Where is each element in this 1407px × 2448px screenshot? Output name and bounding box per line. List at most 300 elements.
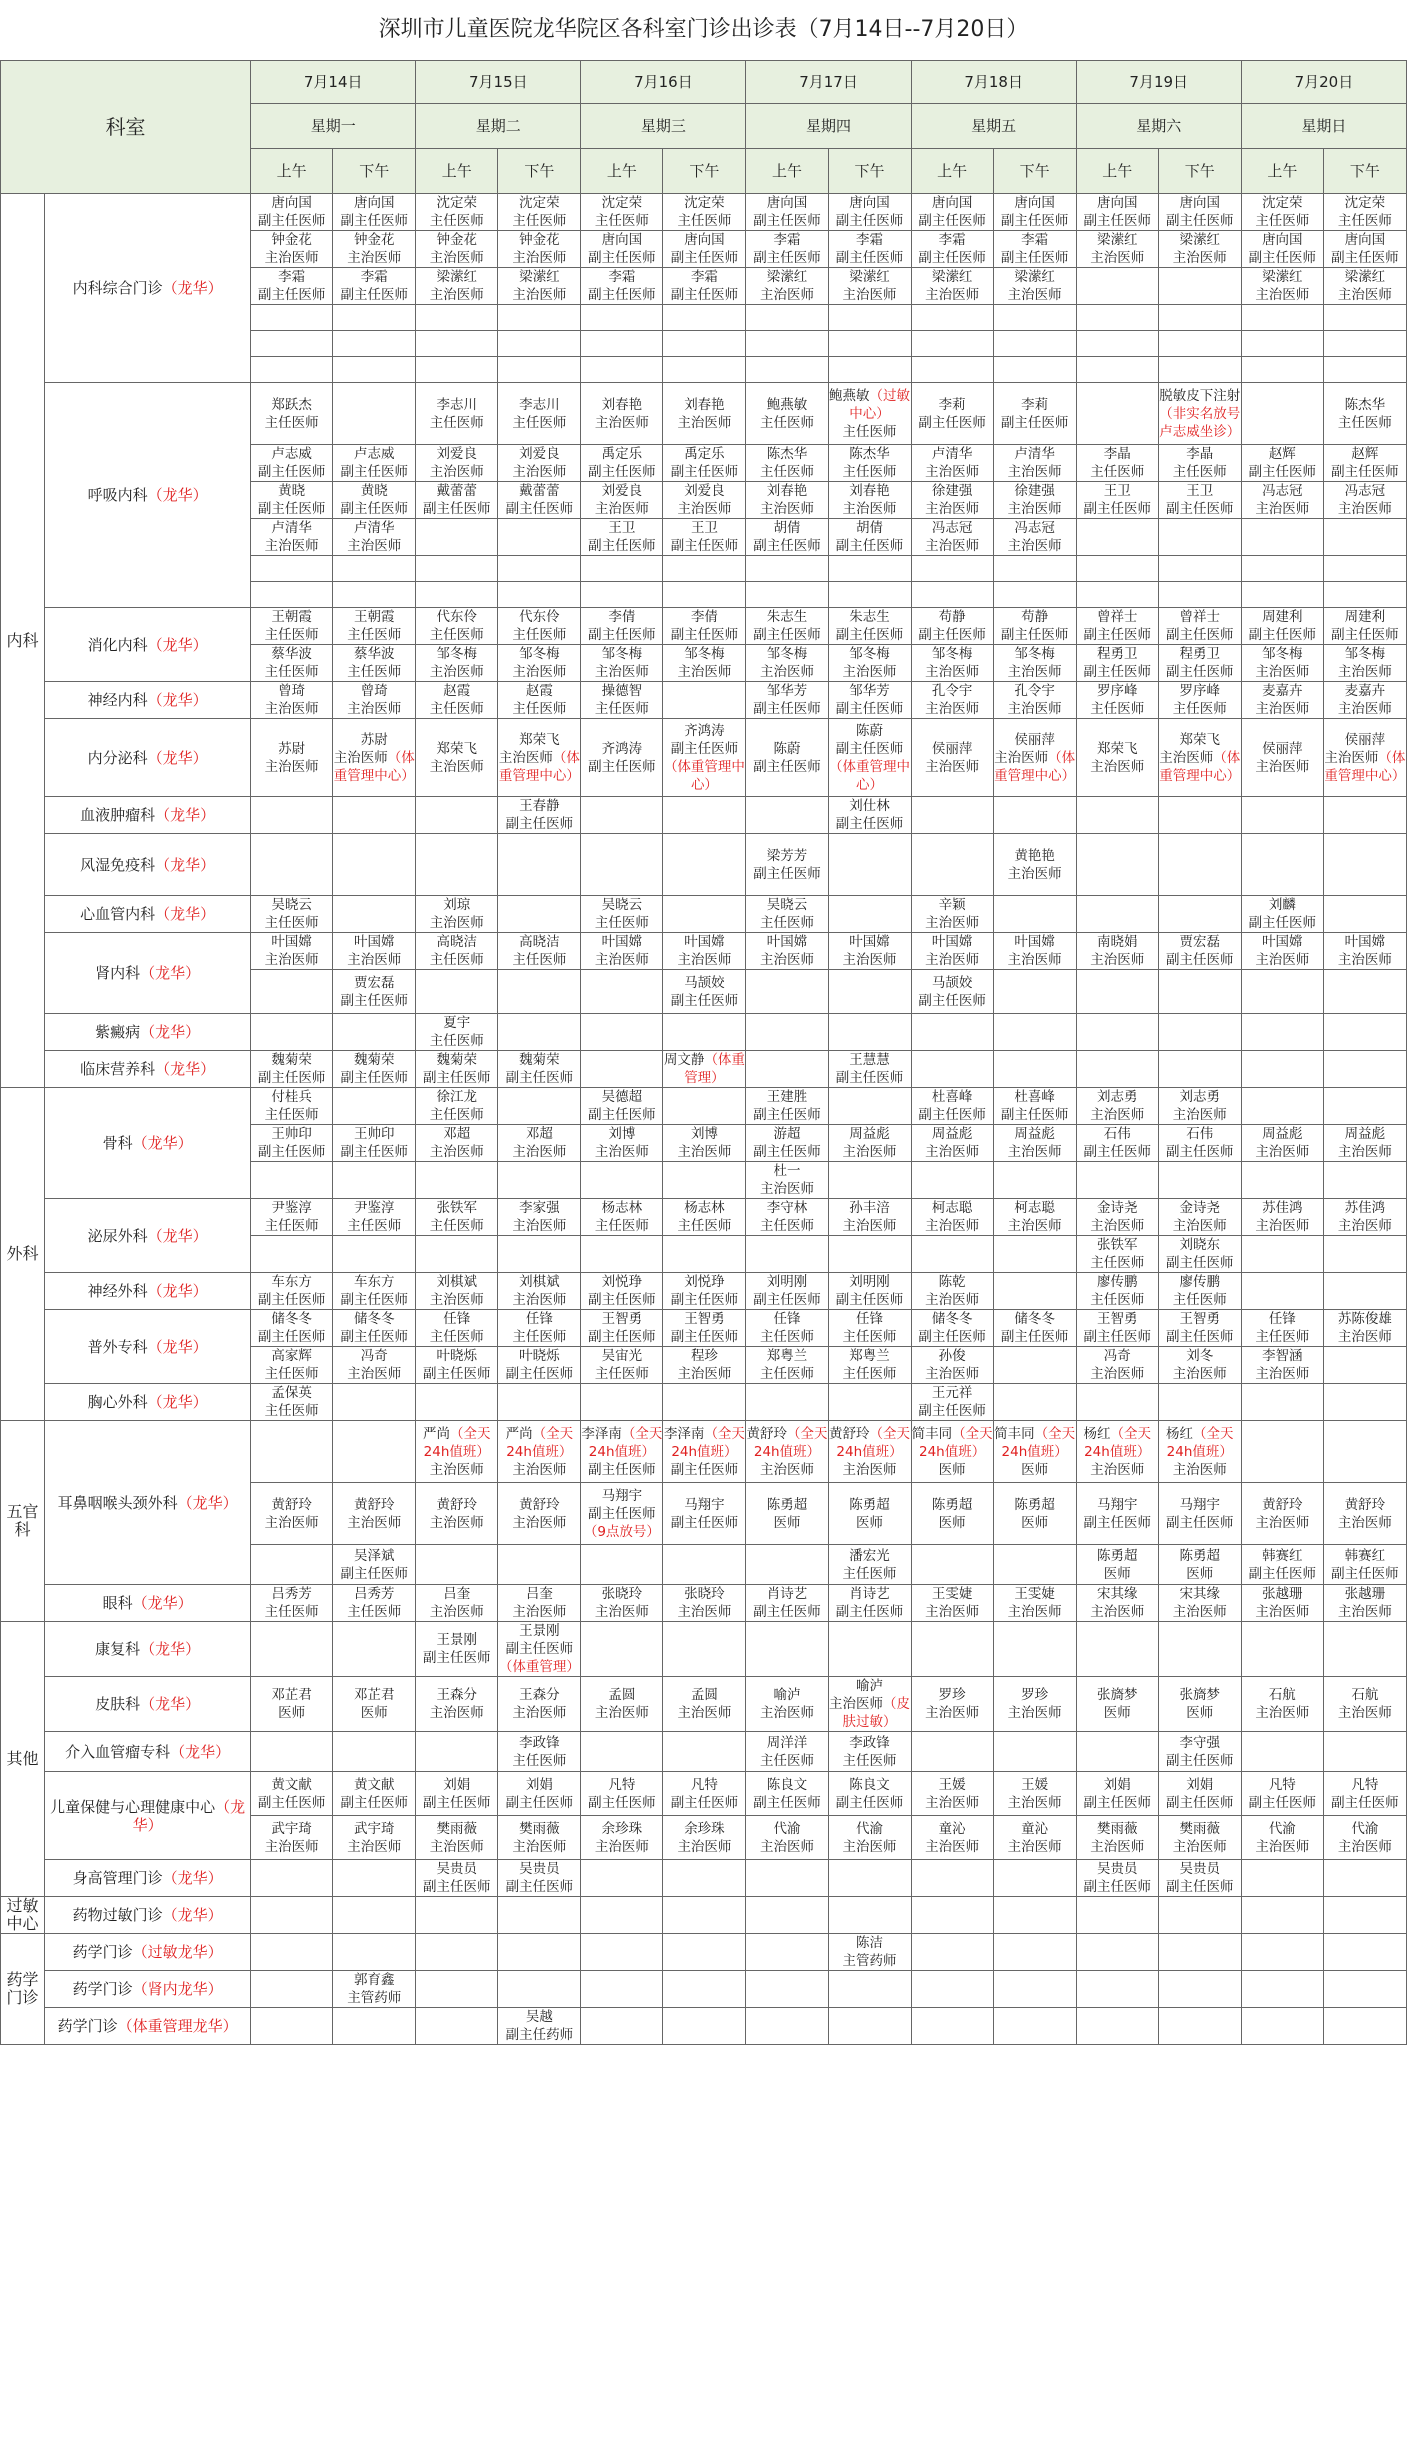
doctor-title: 主治医师 — [1337, 1838, 1392, 1855]
doctor-title: 主任医师 — [594, 701, 649, 717]
doctor-name: 吴贵员 — [1096, 1861, 1138, 1877]
doctor-slot — [251, 1199, 333, 1236]
campus-tag: （龙华） — [147, 1226, 208, 1245]
empty-slot — [333, 383, 416, 445]
doctor-title: 主治医师 — [1172, 1107, 1227, 1123]
doctor-title: 副主任医师 — [670, 1292, 739, 1308]
doctor-slot — [1323, 1125, 1406, 1162]
doctor-title: 副主任医师 — [1248, 1565, 1317, 1582]
doctor-title: 主治医师 — [429, 464, 484, 480]
empty-slot — [911, 1014, 993, 1051]
doctor-slot — [333, 1545, 416, 1585]
doctor-name: 陈杰华 — [849, 446, 890, 462]
doctor-title: 主任医师 — [677, 213, 732, 229]
doctor-title: 主治医师 — [512, 1514, 567, 1531]
doctor-name: 周益彪 — [1014, 1126, 1055, 1142]
department-name-cell — [45, 1273, 251, 1310]
doctor-name: 喻泸 — [856, 1678, 884, 1694]
doctor-title: 副主任医师 — [257, 1794, 326, 1811]
doctor-slot — [746, 682, 828, 719]
doctor-name: 王智勇 — [1179, 1311, 1221, 1327]
doctor-title: 副主任医师 — [257, 1144, 326, 1160]
doctor-name: 马翔宇 — [601, 1487, 643, 1504]
doctor-slot — [581, 1273, 663, 1310]
empty-slot — [1158, 357, 1241, 383]
department-name-cell — [45, 682, 251, 719]
doctor-title: 主治医师 — [1255, 664, 1310, 680]
empty-slot — [828, 1236, 911, 1273]
empty-slot — [663, 1545, 746, 1585]
doctor-title: 主治医师 — [1172, 1838, 1227, 1855]
doctor-name: 邹冬梅 — [766, 646, 808, 662]
doctor-name: 陈乾 — [938, 1274, 966, 1290]
empty-slot — [416, 1545, 498, 1585]
doctor-slot — [1323, 194, 1406, 231]
doctor-title: 主治医师 — [264, 1838, 319, 1855]
empty-slot — [663, 834, 746, 896]
doctor-slot — [1241, 1310, 1323, 1347]
doctor-slot — [1076, 1772, 1158, 1816]
doctor-slot — [581, 383, 663, 445]
campus-tag: （体重管理龙华） — [117, 2017, 238, 2035]
doctor-title: 副主任医师 — [588, 464, 656, 480]
empty-slot — [1323, 1860, 1406, 1897]
doctor-title: 副主任医师 — [670, 627, 739, 643]
doctor-slot — [333, 1347, 416, 1384]
doctor-slot — [663, 445, 746, 482]
doctor-slot — [333, 519, 416, 556]
category-label: 五官 科 — [6, 1502, 39, 1539]
doctor-title: 主治医师 — [1337, 701, 1392, 717]
schedule-row — [1, 1310, 1407, 1347]
empty-slot — [1158, 1971, 1241, 2008]
doctor-slot — [663, 1483, 746, 1545]
empty-slot — [828, 1622, 911, 1677]
doctor-title: 主任医师 — [429, 1107, 484, 1123]
doctor-name: 刘春艳 — [684, 396, 725, 413]
empty-slot — [333, 797, 416, 834]
empty-slot — [911, 2008, 993, 2045]
doctor-slot — [1076, 1088, 1158, 1125]
doctor-slot — [416, 1347, 498, 1384]
doctor-title: 主任医师 — [429, 1033, 484, 1049]
doctor-title: 副主任医师 — [918, 1107, 986, 1123]
empty-slot — [581, 582, 663, 608]
empty-slot — [1241, 1384, 1323, 1421]
doctor-slot — [911, 1199, 993, 1236]
doctor-title: 主治医师 — [1255, 1218, 1310, 1234]
doctor-title: 副主任医师 — [1000, 1329, 1069, 1345]
empty-slot — [1241, 1236, 1323, 1273]
empty-slot — [911, 1622, 993, 1677]
doctor-title: 主治医师（体重管理中心） — [333, 749, 415, 784]
doctor-title: 主治医师 — [1255, 1838, 1310, 1855]
doctor-title: 主治医师 — [925, 1218, 980, 1234]
doctor-name: 杜喜峰 — [1014, 1089, 1055, 1105]
doctor-slot — [993, 1421, 1076, 1483]
empty-slot — [1241, 970, 1323, 1014]
doctor-slot — [993, 1199, 1076, 1236]
empty-slot — [828, 1897, 911, 1934]
doctor-slot — [416, 1014, 498, 1051]
doctor-title: 主治医师（体重管理中心） — [1324, 749, 1406, 784]
doctor-name: 赵霞 — [443, 683, 471, 699]
doctor-slot — [333, 1677, 416, 1732]
doctor-title: 主任医师 — [264, 414, 319, 431]
empty-slot — [1323, 357, 1406, 383]
doctor-slot — [1323, 1585, 1406, 1622]
doctor-name: 石航 — [1351, 1687, 1379, 1703]
empty-slot — [993, 896, 1076, 933]
doctor-slot — [1076, 608, 1158, 645]
department-name-cell — [45, 383, 251, 608]
doctor-title: 主治医师 — [1255, 1604, 1310, 1620]
department-name-cell — [45, 194, 251, 383]
department-name-cell — [45, 1051, 251, 1088]
doctor-title: 副主任医师 — [835, 1070, 904, 1086]
doctor-title: 主治医师 — [677, 1144, 732, 1160]
doctor-slot — [1241, 896, 1323, 933]
doctor-slot — [333, 268, 416, 305]
doctor-name: 郑荣飞 — [519, 731, 560, 748]
doctor-title: 主治医师 — [264, 701, 319, 717]
doctor-title: 主治医师 — [594, 1705, 649, 1721]
doctor-title: 主任医师 — [842, 1565, 897, 1582]
doctor-slot — [663, 970, 746, 1014]
department-name: 康复科 — [95, 1640, 141, 1658]
doctor-name: 陈杰华 — [766, 446, 808, 462]
doctor-name: 王卫 — [608, 520, 636, 536]
doctor-name: 邹冬梅 — [1014, 646, 1055, 662]
doctor-name: 李泽南（全天24h值班） — [663, 1425, 745, 1460]
doctor-slot — [746, 1088, 828, 1125]
department-name-cell — [45, 608, 251, 682]
doctor-name: 刘爱良 — [436, 446, 478, 462]
doctor-slot — [1158, 1732, 1241, 1772]
doctor-title: 副主任医师 — [835, 701, 904, 717]
doctor-title: 副主任医师 — [1166, 501, 1234, 517]
doctor-title: 副主任医师 — [505, 1070, 574, 1086]
doctor-title: 主治医师 — [925, 464, 980, 480]
doctor-name: 杨红（全天24h值班） — [1083, 1425, 1151, 1460]
empty-slot — [1076, 1732, 1158, 1772]
doctor-title: 主治医师 — [1337, 1604, 1392, 1620]
doctor-title: 主任医师 — [512, 627, 567, 643]
empty-slot — [416, 1384, 498, 1421]
doctor-name: 赵辉 — [1351, 446, 1379, 462]
doctor-slot — [581, 1199, 663, 1236]
empty-slot — [581, 1051, 663, 1088]
doctor-title: 主任医师 — [594, 213, 649, 229]
doctor-name: 郑跃杰 — [271, 396, 312, 413]
doctor-name: 冯志冠 — [1014, 520, 1055, 536]
doctor-title: 副主任医师 — [257, 1070, 326, 1086]
doctor-slot — [1323, 645, 1406, 682]
empty-slot — [993, 357, 1076, 383]
doctor-title: 主治医师 — [429, 1838, 484, 1855]
schedule-row — [1, 1384, 1407, 1421]
doctor-slot — [581, 1585, 663, 1622]
empty-slot — [251, 834, 333, 896]
doctor-name: 任锋 — [1268, 1311, 1296, 1327]
doctor-slot — [993, 231, 1076, 268]
doctor-name: 黄舒玲（全天24h值班） — [829, 1425, 911, 1460]
empty-slot — [911, 1897, 993, 1934]
doctor-title: 副主任医师 — [588, 287, 656, 303]
doctor-title: 主治医师 — [1007, 952, 1062, 968]
doctor-title: 副主任医师 — [1083, 1879, 1151, 1895]
empty-slot — [828, 582, 911, 608]
doctor-title: 副主任医师 — [670, 250, 739, 266]
doctor-slot — [663, 1816, 746, 1860]
empty-slot — [993, 1860, 1076, 1897]
doctor-name: 徐建强 — [1014, 483, 1055, 499]
doctor-title: 主治医师 — [1337, 1514, 1392, 1531]
empty-slot — [416, 331, 498, 357]
doctor-slot — [993, 194, 1076, 231]
doctor-title: 主治医师 — [429, 915, 484, 931]
doctor-title: 副主任医师 — [753, 213, 821, 229]
doctor-title: 副主任医师 — [1166, 1879, 1234, 1895]
department-name-cell — [45, 1732, 251, 1772]
doctor-slot — [1076, 1816, 1158, 1860]
empty-slot — [1323, 2008, 1406, 2045]
empty-slot — [828, 556, 911, 582]
doctor-title: 主治医师 — [1007, 701, 1062, 717]
department-name: 药学门诊 — [72, 1980, 133, 1998]
doctor-slot — [746, 482, 828, 519]
doctor-title: 主治医师 — [594, 414, 649, 431]
doctor-title: 主治医师 — [429, 1292, 484, 1308]
doctor-slot — [416, 933, 498, 970]
empty-slot — [416, 519, 498, 556]
empty-slot — [746, 1860, 828, 1897]
doctor-title: 主任医师 — [264, 1403, 319, 1419]
empty-slot — [416, 305, 498, 331]
schedule-row — [1, 719, 1407, 797]
doctor-name: 叶国嫦 — [766, 934, 808, 950]
doctor-slot — [993, 445, 1076, 482]
doctor-name: 储冬冬 — [931, 1311, 973, 1327]
doctor-title: 副主任医师 — [340, 992, 408, 1009]
doctor-name: 程勇卫 — [1096, 646, 1138, 662]
doctor-name: 车东方 — [353, 1274, 395, 1290]
doctor-slot — [993, 1125, 1076, 1162]
doctor-name: 黄晓 — [278, 483, 306, 499]
doctor-name: 王慧慧 — [849, 1052, 890, 1068]
schedule-row — [1, 896, 1407, 933]
doctor-slot — [911, 1772, 993, 1816]
doctor-title: 主治医师（体重管理中心） — [994, 749, 1076, 784]
doctor-name: 任锋 — [443, 1311, 471, 1327]
empty-slot — [1241, 1622, 1323, 1677]
doctor-slot — [993, 719, 1076, 797]
empty-slot — [993, 2008, 1076, 2045]
empty-slot — [498, 1088, 581, 1125]
doctor-name: 苏尉 — [278, 740, 306, 757]
doctor-name: 黄舒玲 — [1344, 1496, 1386, 1513]
schedule-row — [1, 194, 1407, 231]
doctor-slot — [581, 268, 663, 305]
doctor-slot — [498, 1310, 581, 1347]
empty-slot — [1076, 970, 1158, 1014]
doctor-slot — [1158, 1199, 1241, 1236]
date-header: 7月14日 — [251, 61, 416, 104]
doctor-slot — [1241, 1199, 1323, 1236]
doctor-name: 叶国嫦 — [1262, 934, 1303, 950]
doctor-title: 主治医师 — [759, 952, 814, 968]
doctor-title: 副主任医师 — [918, 627, 986, 643]
doctor-name: 廖传鹏 — [1096, 1274, 1138, 1290]
doctor-name: 钟金花 — [436, 232, 478, 248]
empty-slot — [1241, 834, 1323, 896]
doctor-title: 副主任医师 — [1166, 1329, 1234, 1345]
doctor-title: 主任医师 — [429, 1218, 484, 1234]
doctor-title: 主治医师 — [429, 287, 484, 303]
doctor-slot — [1241, 194, 1323, 231]
empty-slot — [333, 331, 416, 357]
doctor-name: 梁潆红 — [766, 269, 808, 285]
department-name-cell — [45, 1677, 251, 1732]
doctor-name: 李倩 — [690, 609, 718, 625]
empty-slot — [746, 331, 828, 357]
doctor-name: 陈良文 — [766, 1776, 808, 1793]
doctor-name: 刘麟 — [1268, 897, 1296, 913]
department-name: 骨科 — [102, 1134, 133, 1152]
doctor-slot — [663, 1347, 746, 1384]
doctor-name: 宋其缘 — [1096, 1586, 1138, 1602]
doctor-slot — [251, 445, 333, 482]
doctor-name: 杨红（全天24h值班） — [1166, 1425, 1234, 1460]
doctor-title: 主治医师 — [264, 758, 319, 775]
morning-header: 上午 — [416, 149, 498, 194]
empty-slot — [1158, 834, 1241, 896]
doctor-name: 代渝 — [1351, 1820, 1379, 1837]
doctor-title: 主治医师 — [925, 287, 980, 303]
campus-tag: （龙华） — [147, 1337, 208, 1356]
doctor-title: 副主任医师 — [1248, 250, 1317, 266]
doctor-title: 副主任医师 — [670, 992, 739, 1009]
doctor-title: 副主任医师 — [1166, 1752, 1234, 1769]
doctor-name: 储冬冬 — [353, 1311, 395, 1327]
doctor-title: 主治医师 — [1255, 1705, 1310, 1721]
doctor-title: 副主任医师 — [340, 1794, 408, 1811]
doctor-slot — [498, 682, 581, 719]
doctor-title: 主治医师 — [925, 1604, 980, 1620]
doctor-name: 沈定荣 — [1262, 195, 1303, 211]
doctor-name: 樊雨薇 — [1179, 1820, 1221, 1837]
doctor-slot — [251, 1384, 333, 1421]
doctor-slot — [498, 1585, 581, 1622]
doctor-name: 吕奎 — [443, 1586, 471, 1602]
doctor-title: 副主任医师 — [505, 1794, 574, 1811]
doctor-slot — [993, 933, 1076, 970]
campus-tag: （龙华） — [132, 1594, 193, 1612]
doctor-name: 叶晓烁 — [519, 1348, 560, 1364]
doctor-name: 刘春艳 — [766, 483, 808, 499]
doctor-name: 陈洁 — [856, 1935, 884, 1951]
doctor-name: 马翔宇 — [1096, 1496, 1138, 1513]
doctor-name: 卢清华 — [353, 520, 395, 536]
empty-slot — [498, 1384, 581, 1421]
doctor-slot — [911, 682, 993, 719]
doctor-name: 王森分 — [519, 1687, 560, 1703]
doctor-name: 沈定荣 — [519, 195, 560, 211]
doctor-title: 副主任医师 — [835, 627, 904, 643]
date-header: 7月20日 — [1241, 61, 1406, 104]
doctor-slot — [1158, 1677, 1241, 1732]
doctor-name: 唐向国 — [1344, 232, 1386, 248]
doctor-title: 主任医师 — [1255, 1329, 1310, 1345]
empty-slot — [746, 1897, 828, 1934]
empty-slot — [746, 797, 828, 834]
weekday-header: 星期六 — [1076, 104, 1241, 149]
weekday-header: 星期日 — [1241, 104, 1406, 149]
doctor-title: 副主任医师 — [1248, 464, 1317, 480]
doctor-slot — [1241, 1483, 1323, 1545]
doctor-name: 黄文献 — [353, 1776, 395, 1793]
empty-slot — [498, 1971, 581, 2008]
doctor-name: 梁潆红 — [1096, 232, 1138, 248]
doctor-name: 麦嘉卉 — [1262, 683, 1303, 699]
doctor-name: 魏菊荣 — [353, 1052, 395, 1068]
doctor-title: 主任医师 — [842, 423, 897, 440]
doctor-name: 梁潆红 — [1014, 269, 1055, 285]
empty-slot — [746, 1051, 828, 1088]
doctor-slot — [581, 933, 663, 970]
empty-slot — [1323, 331, 1406, 357]
doctor-slot — [416, 645, 498, 682]
doctor-slot — [911, 1310, 993, 1347]
department-name-cell — [45, 896, 251, 933]
doctor-title: 主任医师 — [347, 1218, 402, 1234]
schedule-row — [1, 1934, 1407, 1971]
empty-slot — [581, 2008, 663, 2045]
doctor-name: 孔令宇 — [931, 683, 973, 699]
empty-slot — [1241, 797, 1323, 834]
doctor-title: 主治医师 — [677, 414, 732, 431]
doctor-name: 南晓娟 — [1096, 934, 1138, 950]
empty-slot — [746, 556, 828, 582]
empty-slot — [416, 834, 498, 896]
schedule-row — [1, 1772, 1407, 1816]
doctor-name: 张晓玲 — [684, 1586, 725, 1602]
doctor-slot — [746, 519, 828, 556]
empty-slot — [911, 1545, 993, 1585]
doctor-slot — [911, 1125, 993, 1162]
doctor-title: 副主任医师 — [1083, 1329, 1151, 1345]
doctor-title: 副主任医师（体重管理） — [498, 1641, 580, 1675]
schedule-row — [1, 1199, 1407, 1236]
empty-slot — [1076, 1162, 1158, 1199]
doctor-title: 副主任医师 — [505, 816, 574, 832]
doctor-slot — [251, 1483, 333, 1545]
doctor-title: 医师 — [856, 1514, 884, 1531]
doctor-title: 主任医师 — [512, 952, 567, 968]
doctor-name: 卢清华 — [1014, 446, 1055, 462]
department-name-cell — [45, 797, 251, 834]
empty-slot — [251, 582, 333, 608]
doctor-slot — [911, 519, 993, 556]
empty-slot — [1323, 1347, 1406, 1384]
doctor-slot — [663, 383, 746, 445]
empty-slot — [1076, 2008, 1158, 2045]
doctor-title: 主任医师 — [759, 915, 814, 931]
empty-slot — [993, 797, 1076, 834]
doctor-name: 戴蕾蕾 — [519, 483, 560, 499]
doctor-title: 副主任医师 — [753, 865, 821, 882]
doctor-name: 唐向国 — [353, 195, 395, 211]
